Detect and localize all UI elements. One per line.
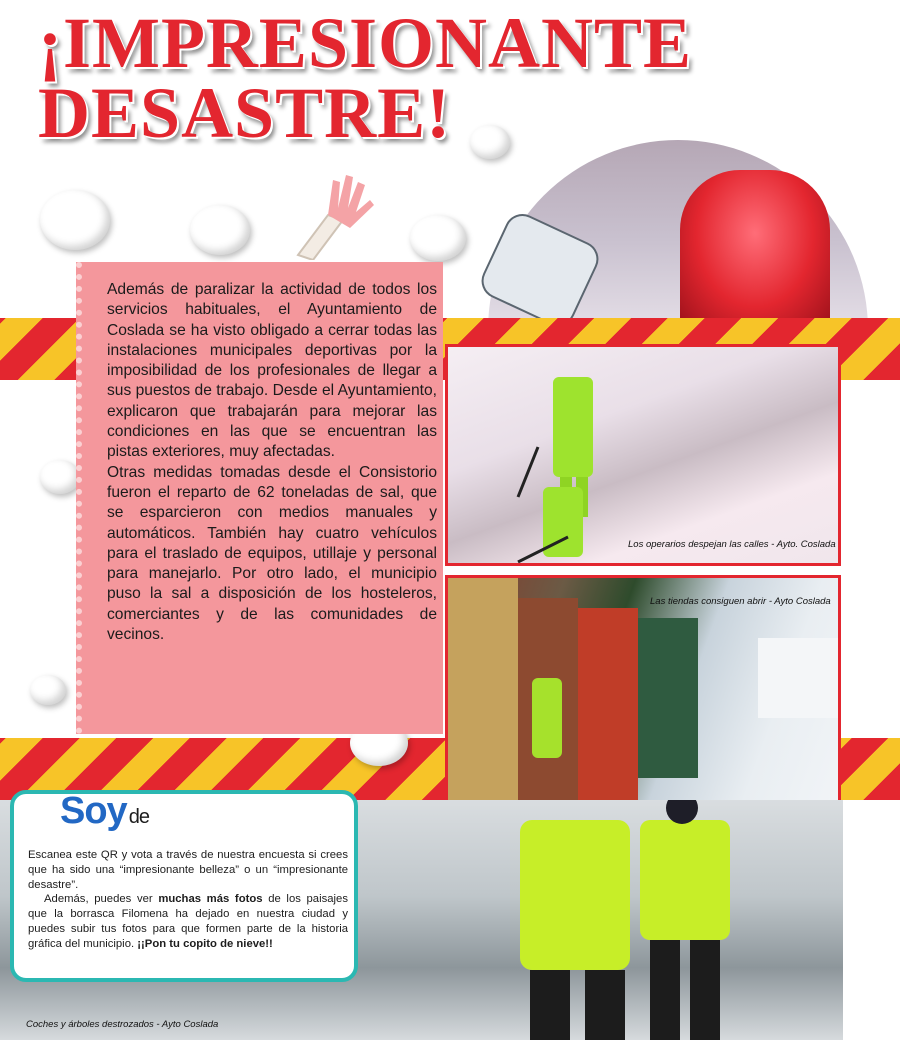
caption-photo-3: Coches y árboles destrozados - Ayto Coslada (26, 1019, 219, 1030)
siren-light-icon (680, 170, 830, 328)
soyde-logo-de: de (128, 806, 149, 828)
splat-decoration (470, 125, 510, 159)
shops-illustration (448, 578, 841, 803)
headline-line-2: DESASTRE! (38, 73, 452, 153)
soyde-text-part: de los paisajes que la borrasca Filomena ha dejado en nuestra ciudad y puedes subir tus fotos para que formen parte de la historia gráfica del municipio. (28, 893, 348, 950)
paragraph-1: Además de paralizar la actividad de todos los servicios habituales, el Ayuntamiento de Coslada se ha visto obligado a cerrar todas las instalaciones municipales deportivas por la imposibilidad de los profesionales de llegar a sus puestos de trabajo. Desde el Ayuntamiento, explicaron que trabajarán para mejorar las condiciones en las que se encuentran las pistas exteriores, muy afectadas. (107, 281, 437, 461)
article-body (107, 280, 437, 645)
soyde-paragraph-1: Escanea este QR y vota a través de nuestra encuesta si crees que ha sido una “impresionante belleza” o un “impresionante desastre”. (28, 849, 348, 891)
headline-line-1: ¡IMPRESIONANTE (38, 3, 693, 83)
splat-decoration (190, 205, 250, 255)
bandaged-hand-icon (288, 160, 388, 260)
soyde-paragraph-2 (28, 892, 348, 951)
paragraph-2: Otras medidas tomadas desde el Consistorio fueron el reparto de 62 toneladas de sal, que se esparcieron con medios manuales y automáticos. También hay cuatro vehículos para el traslado de equipos, utillaje y personal para manejarlo. Por otro lado, el municipio puso la sal a disposición de los hosteleros, comerciantes y de las comunidades de vecinos. (107, 463, 437, 644)
splat-decoration (40, 190, 110, 250)
soyde-bold-text: muchas más fotos (158, 893, 263, 906)
caption-photo-2: Las tiendas consiguen abrir - Ayto Coslada (650, 596, 831, 607)
soyde-text (28, 848, 348, 952)
soyde-text-part: Además, puedes ver (44, 893, 159, 906)
soyde-call-to-action: ¡¡Pon tu copito de nieve!! (137, 937, 273, 950)
soyde-logo-soy: Soy (60, 790, 127, 832)
workers-shoveling-illustration (448, 347, 841, 566)
splat-decoration (410, 215, 466, 261)
workers-shoveling-photo (445, 344, 841, 566)
headline (38, 3, 728, 153)
splat-decoration (40, 460, 80, 494)
soyde-logo (60, 790, 149, 833)
splat-decoration (30, 675, 66, 705)
caption-photo-1: Los operarios despejan las calles - Ayto. Coslada (628, 539, 836, 550)
shops-photo (445, 575, 841, 803)
